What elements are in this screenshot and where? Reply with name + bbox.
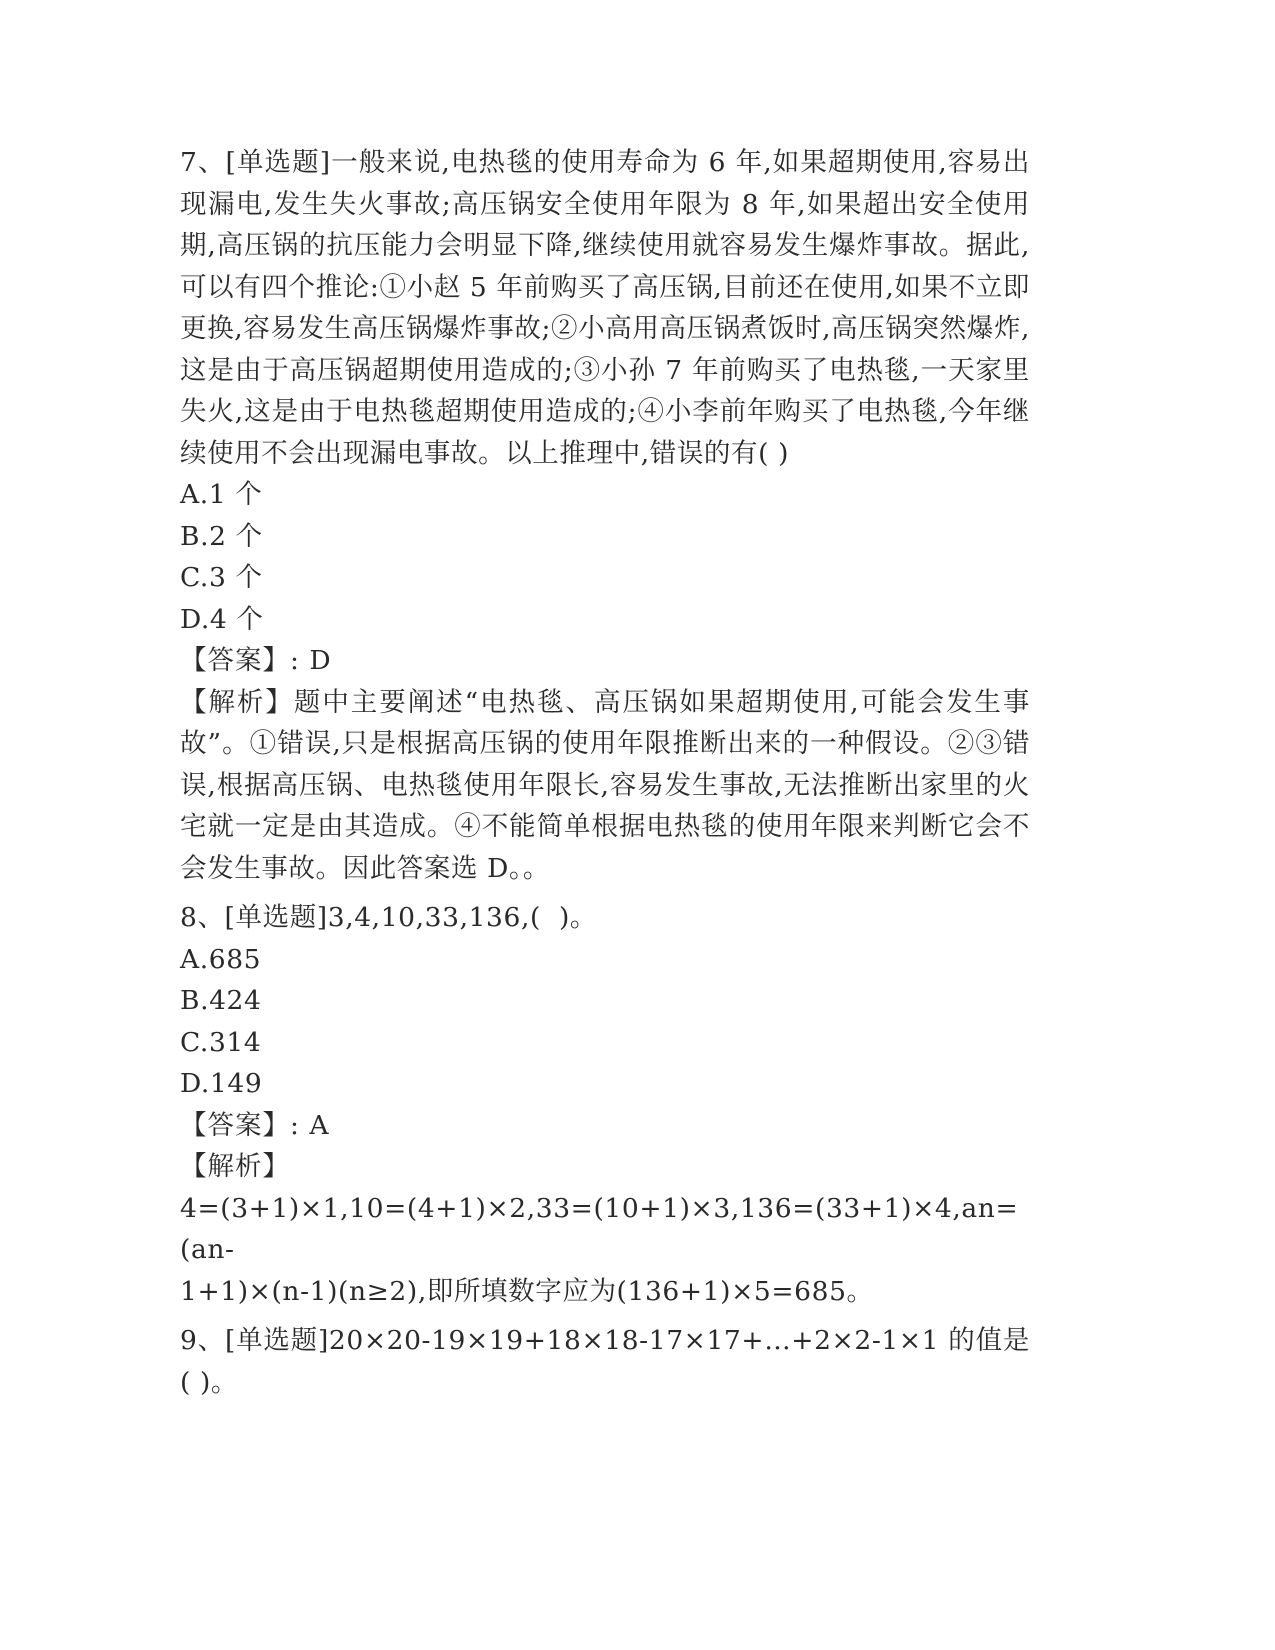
analysis-label: 【解析】: [180, 1151, 290, 1182]
option-c: C.314: [180, 1026, 262, 1058]
question-9: [180, 1320, 1030, 1403]
question-stem: 7、[单选题]一般来说,电热毯的使用寿命为 6 年,如果超期使用,容易出现漏电,发生失火事故;高压锅安全使用年限为 8 年,如果超出安全使用期,高压锅的抗压能力会明显下降,继续使用就容易发生爆炸事故。据此,可以有四个推论:①小赵 5 年前购买了高压锅,目前还在使用,如果不立即更换,容易发生高压锅爆炸事故;②小高用高压锅煮饭时,高压锅突然爆炸,这是由于高压锅超期使用造成的;③小孙 7 年前购买了电热毯,一天家里失火,这是由于电热毯超期使用造成的;④小李前年购买了电热毯,今年继续使用不会出现漏电事故。以上推理中,错误的有( ): [180, 147, 1030, 469]
answer-line: 【答案】: A: [180, 1109, 330, 1141]
question-8: [180, 897, 1030, 1312]
option-c: C.3 个: [180, 562, 263, 593]
option-b: B.424: [180, 985, 262, 1016]
document-page: [180, 142, 1030, 1403]
analysis-line-1: 4=(3+1)×1,10=(4+1)×2,33=(10+1)×3,136=(33+1)×4,an=(an-: [180, 1192, 1019, 1265]
option-b: B.2 个: [180, 520, 263, 552]
analysis-line-2: 1+1)×(n-1)(n≥2),即所填数字应为(136+1)×5=685。: [180, 1275, 874, 1307]
answer-line: 【答案】: D: [180, 645, 332, 676]
question-separator: [180, 1312, 1030, 1320]
question-stem: 8、[单选题]3,4,10,33,136,( )。: [180, 902, 598, 933]
option-d: D.4 个: [180, 603, 264, 635]
question-separator: [180, 889, 1030, 897]
question-7: [180, 142, 1030, 889]
option-d: D.149: [180, 1068, 263, 1099]
option-a: A.685: [180, 943, 262, 975]
option-a: A.1 个: [180, 479, 263, 510]
question-stem: 9、[单选题]20×20-19×19+18×18-17×17+…+2×2-1×1 的值是( )。: [180, 1325, 1030, 1398]
analysis-text: 【解析】题中主要阐述“电热毯、高压锅如果超期使用,可能会发生事故”。①错误,只是根据高压锅的使用年限推断出来的一种假设。②③错误,根据高压锅、电热毯使用年限长,容易发生事故,无法推断出家里的火宅就一定是由其造成。④不能简单根据电热毯的使用年限来判断它会不会发生事故。因此答案选 D。。: [180, 686, 1030, 884]
